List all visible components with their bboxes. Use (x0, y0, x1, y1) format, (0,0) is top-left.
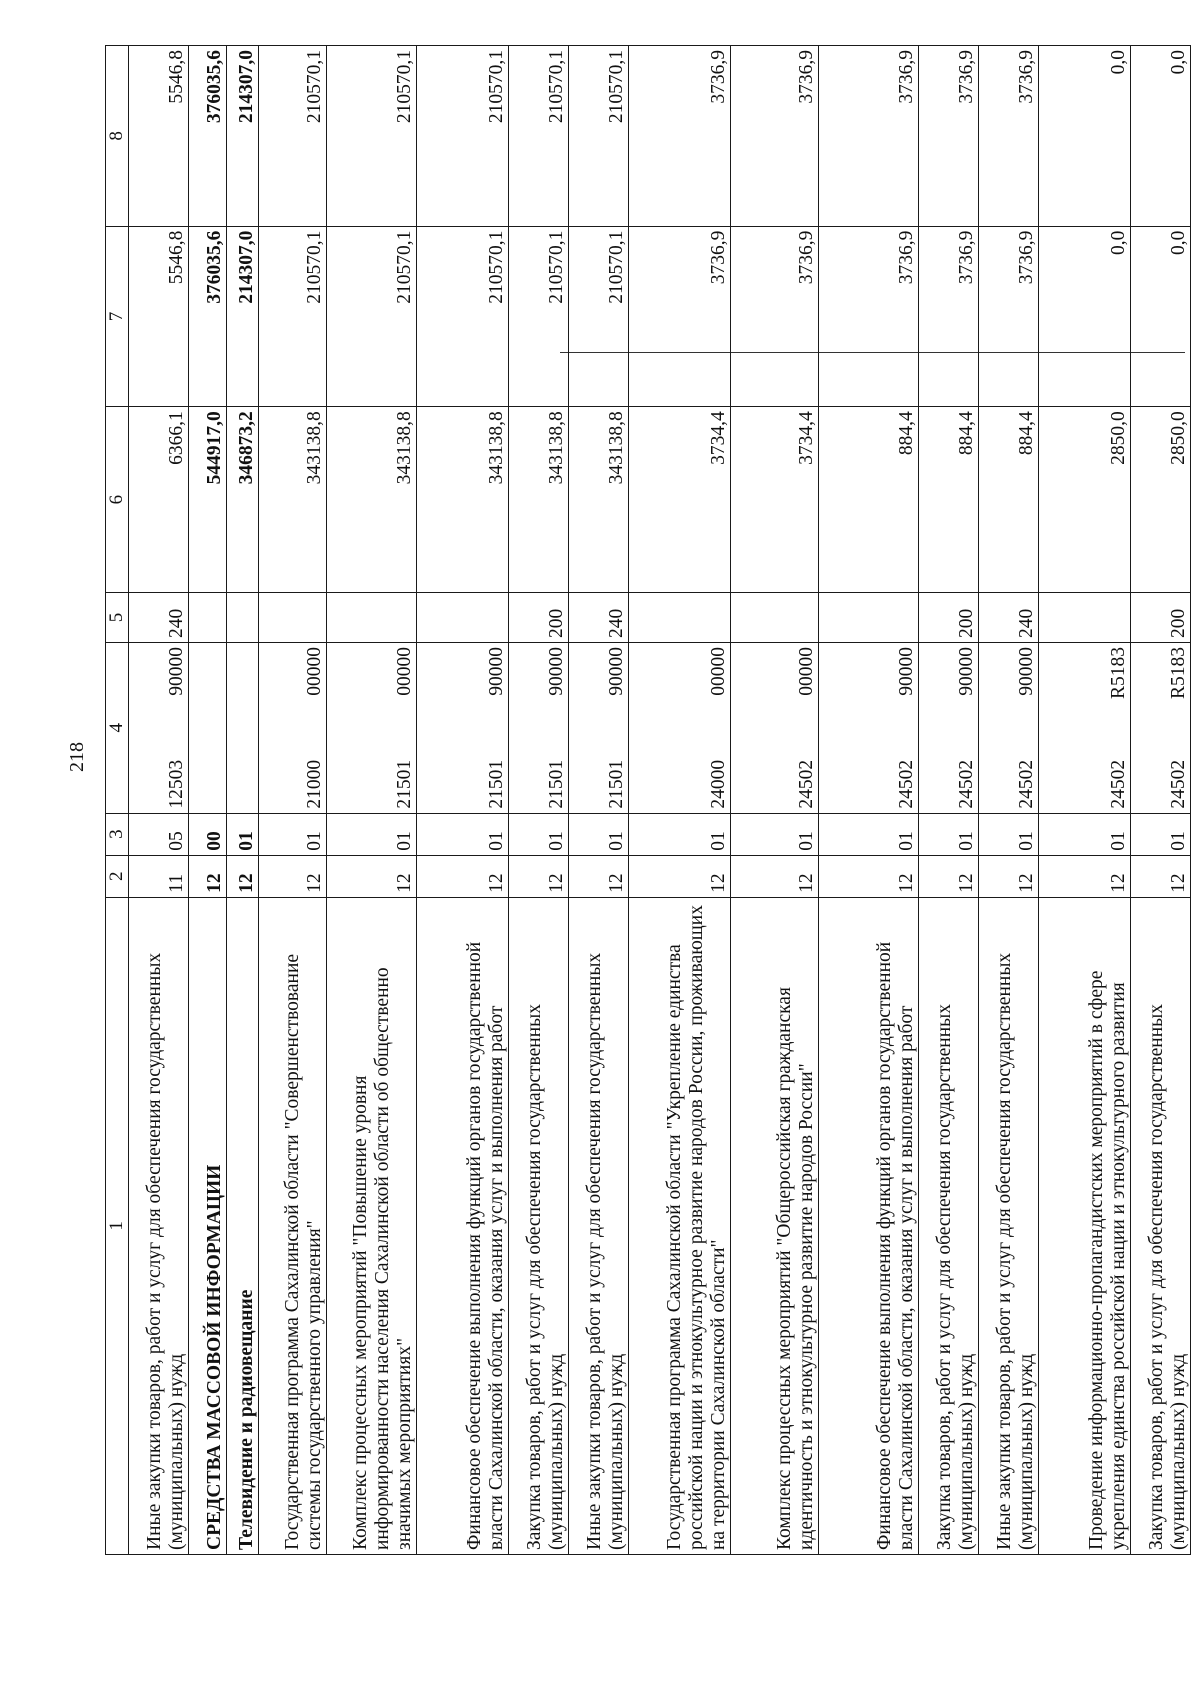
target-article-direction: 00000 (304, 647, 325, 696)
target-article-direction: 00000 (796, 647, 817, 696)
amount-col-8: 5546,8 (129, 46, 189, 227)
amount-col-7: 3736,9 (731, 226, 819, 407)
header-row (106, 46, 129, 1555)
section-code: 12 (227, 855, 259, 897)
row-description: Иные закупки товаров, работ и услуг для обеспечения государственных (муниципальных) нужд (129, 897, 189, 1554)
expense-type-code: 240 (979, 592, 1039, 642)
table-row (129, 46, 189, 1555)
section-code: 12 (1039, 855, 1131, 897)
table-row (819, 46, 919, 1555)
amount-col-6: 884,4 (919, 407, 979, 593)
target-article-direction: R5183 (1108, 647, 1129, 700)
amount-col-8: 3736,9 (819, 46, 919, 227)
expense-type-code (1039, 592, 1131, 642)
page-number: 218 (66, 742, 88, 772)
column-header: 7 (106, 226, 129, 407)
expense-type-code: 200 (1131, 592, 1191, 642)
amount-col-6: 544917,0 (189, 407, 227, 593)
amount-col-7: 3736,9 (919, 226, 979, 407)
row-description: СРЕДСТВА МАССОВОЙ ИНФОРМАЦИИ (189, 897, 227, 1554)
row-description: Закупка товаров, работ и услуг для обеспечения государственных (муниципальных) нужд (919, 897, 979, 1554)
subsection-code: 01 (569, 813, 629, 855)
target-article-code (1039, 643, 1131, 814)
row-description: Иные закупки товаров, работ и услуг для обеспечения государственных (муниципальных) нужд (979, 897, 1039, 1554)
section-code: 12 (569, 855, 629, 897)
expense-type-code (417, 592, 509, 642)
subsection-code: 01 (259, 813, 327, 855)
subsection-code: 01 (979, 813, 1039, 855)
column-header: 4 (106, 643, 129, 814)
row-description: Финансовое обеспечение выполнения функций органов государственной власти Сахалинской области, оказания услуг и выполнения работ (417, 897, 509, 1554)
target-article-program: 24502 (1108, 759, 1129, 809)
amount-col-8: 0,0 (1039, 46, 1131, 227)
subsection-code: 01 (819, 813, 919, 855)
table-row (509, 46, 569, 1555)
target-article-program: 21000 (304, 759, 325, 809)
amount-col-7: 210570,1 (569, 226, 629, 407)
amount-col-8: 210570,1 (417, 46, 509, 227)
table-row (731, 46, 819, 1555)
amount-col-8: 3736,9 (979, 46, 1039, 227)
expense-type-code (819, 592, 919, 642)
target-article-code (919, 643, 979, 814)
target-article-direction: R5183 (1168, 647, 1189, 700)
target-article-code (259, 643, 327, 814)
target-article-code (569, 643, 629, 814)
amount-col-6: 343138,8 (259, 407, 327, 593)
amount-col-8: 3736,9 (731, 46, 819, 227)
target-article-code (189, 643, 227, 814)
amount-col-8: 210570,1 (259, 46, 327, 227)
target-article-code (629, 643, 731, 814)
row-description: Проведение информационно-пропагандистских мероприятий в сфере укрепления единства российской нации и этнокультурного развития (1039, 897, 1131, 1554)
target-article-code (129, 643, 189, 814)
subsection-code: 05 (129, 813, 189, 855)
table-row (919, 46, 979, 1555)
rotated-table-wrapper (105, 45, 1189, 1555)
amount-col-6: 884,4 (979, 407, 1039, 593)
amount-col-7: 5546,8 (129, 226, 189, 407)
amount-col-7: 210570,1 (509, 226, 569, 407)
amount-col-6: 346873,2 (227, 407, 259, 593)
target-article-program: 24000 (708, 759, 729, 809)
column-header: 2 (106, 855, 129, 897)
section-code: 12 (731, 855, 819, 897)
section-code: 12 (919, 855, 979, 897)
section-code: 12 (189, 855, 227, 897)
table-row (629, 46, 731, 1555)
row-description: Иные закупки товаров, работ и услуг для обеспечения государственных (муниципальных) нужд (569, 897, 629, 1554)
column-header: 3 (106, 813, 129, 855)
table-row (327, 46, 417, 1555)
section-code: 12 (819, 855, 919, 897)
expense-type-code (259, 592, 327, 642)
amount-col-6: 3734,4 (629, 407, 731, 593)
table-row (227, 46, 259, 1555)
amount-col-7: 3736,9 (979, 226, 1039, 407)
target-article-code (417, 643, 509, 814)
target-article-program: 24502 (896, 759, 917, 809)
amount-col-8: 376035,6 (189, 46, 227, 227)
table-row (1131, 46, 1191, 1555)
column-header: 6 (106, 407, 129, 593)
subsection-code: 01 (227, 813, 259, 855)
amount-col-6: 6366,1 (129, 407, 189, 593)
amount-col-6: 884,4 (819, 407, 919, 593)
target-article-direction: 00000 (708, 647, 729, 696)
column-header: 5 (106, 592, 129, 642)
target-article-program: 12503 (166, 759, 187, 809)
expense-type-code: 200 (919, 592, 979, 642)
column-header: 8 (106, 46, 129, 227)
section-code: 12 (417, 855, 509, 897)
section-code: 12 (629, 855, 731, 897)
table-row (259, 46, 327, 1555)
row-description: Государственная программа Сахалинской области "Укрепление единства российской нации и этнокультурное развитие народов России, проживающих на территории Сахалинской области" (629, 897, 731, 1554)
subsection-code: 01 (919, 813, 979, 855)
column-header: 1 (106, 897, 129, 1554)
table-body (129, 46, 1191, 1555)
amount-col-8: 210570,1 (327, 46, 417, 227)
budget-table (105, 45, 1191, 1555)
target-article-program: 21501 (486, 759, 507, 809)
amount-col-7: 3736,9 (819, 226, 919, 407)
target-article-direction: 90000 (486, 647, 507, 696)
target-article-code (979, 643, 1039, 814)
subsection-code: 00 (189, 813, 227, 855)
target-article-code (509, 643, 569, 814)
table-row (417, 46, 509, 1555)
target-article-code (1131, 643, 1191, 814)
target-article-direction: 90000 (546, 647, 567, 696)
table-row (189, 46, 227, 1555)
subsection-code: 01 (417, 813, 509, 855)
amount-col-7: 210570,1 (259, 226, 327, 407)
target-article-direction: 90000 (606, 647, 627, 696)
target-article-program: 24502 (956, 759, 977, 809)
subsection-code: 01 (731, 813, 819, 855)
table-row (569, 46, 629, 1555)
amount-col-7: 376035,6 (189, 226, 227, 407)
expense-type-code (327, 592, 417, 642)
section-code: 12 (259, 855, 327, 897)
subsection-code: 01 (629, 813, 731, 855)
target-article-code (731, 643, 819, 814)
amount-col-6: 343138,8 (569, 407, 629, 593)
row-description: Комплекс процессных мероприятий "Повышение уровня информированности населения Сахалинской области об общественно значимых мероприятиях" (327, 897, 417, 1554)
target-article-direction: 90000 (956, 647, 977, 696)
expense-type-code (629, 592, 731, 642)
amount-col-6: 2850,0 (1131, 407, 1191, 593)
row-description: Финансовое обеспечение выполнения функций органов государственной власти Сахалинской области, оказания услуг и выполнения работ (819, 897, 919, 1554)
target-article-direction: 00000 (394, 647, 415, 696)
target-article-code (327, 643, 417, 814)
target-article-code (227, 643, 259, 814)
target-article-direction: 90000 (166, 647, 187, 696)
section-code: 12 (509, 855, 569, 897)
amount-col-6: 2850,0 (1039, 407, 1131, 593)
amount-col-6: 3734,4 (731, 407, 819, 593)
row-description: Закупка товаров, работ и услуг для обеспечения государственных (муниципальных) нужд (1131, 897, 1191, 1554)
amount-col-7: 0,0 (1131, 226, 1191, 407)
target-article-direction: 90000 (896, 647, 917, 696)
amount-col-6: 343138,8 (509, 407, 569, 593)
amount-col-7: 210570,1 (417, 226, 509, 407)
target-article-program: 24502 (796, 759, 817, 809)
target-article-program: 21501 (546, 759, 567, 809)
target-article-program: 21501 (606, 759, 627, 809)
table-row (1039, 46, 1131, 1555)
amount-col-7: 210570,1 (327, 226, 417, 407)
row-description: Государственная программа Сахалинской области "Совершенствование системы государственного управления" (259, 897, 327, 1554)
subsection-code: 01 (1039, 813, 1131, 855)
expense-type-code: 240 (129, 592, 189, 642)
amount-col-8: 3736,9 (629, 46, 731, 227)
amount-col-7: 0,0 (1039, 226, 1131, 407)
section-code: 12 (327, 855, 417, 897)
target-article-program: 21501 (394, 759, 415, 809)
expense-type-code (189, 592, 227, 642)
subsection-code: 01 (327, 813, 417, 855)
amount-col-6: 343138,8 (417, 407, 509, 593)
expense-type-code: 240 (569, 592, 629, 642)
target-article-program: 24502 (1168, 759, 1189, 809)
target-article-program: 24502 (1016, 759, 1037, 809)
amount-col-8: 214307,0 (227, 46, 259, 227)
section-code: 11 (129, 855, 189, 897)
amount-col-8: 3736,9 (919, 46, 979, 227)
amount-col-6: 343138,8 (327, 407, 417, 593)
expense-type-code (731, 592, 819, 642)
amount-col-8: 210570,1 (509, 46, 569, 227)
table-row (979, 46, 1039, 1555)
subsection-code: 01 (1131, 813, 1191, 855)
subsection-code: 01 (509, 813, 569, 855)
expense-type-code (227, 592, 259, 642)
row-description: Телевидение и радиовещание (227, 897, 259, 1554)
amount-col-7: 3736,9 (629, 226, 731, 407)
amount-col-7: 214307,0 (227, 226, 259, 407)
target-article-direction: 90000 (1016, 647, 1037, 696)
expense-type-code: 200 (509, 592, 569, 642)
section-code: 12 (979, 855, 1039, 897)
row-description: Комплекс процессных мероприятий "Общероссийская гражданская идентичность и этнокультурное развитие народов России" (731, 897, 819, 1554)
amount-col-8: 210570,1 (569, 46, 629, 227)
amount-col-8: 0,0 (1131, 46, 1191, 227)
target-article-code (819, 643, 919, 814)
row-description: Закупка товаров, работ и услуг для обеспечения государственных (муниципальных) нужд (509, 897, 569, 1554)
section-code: 12 (1131, 855, 1191, 897)
